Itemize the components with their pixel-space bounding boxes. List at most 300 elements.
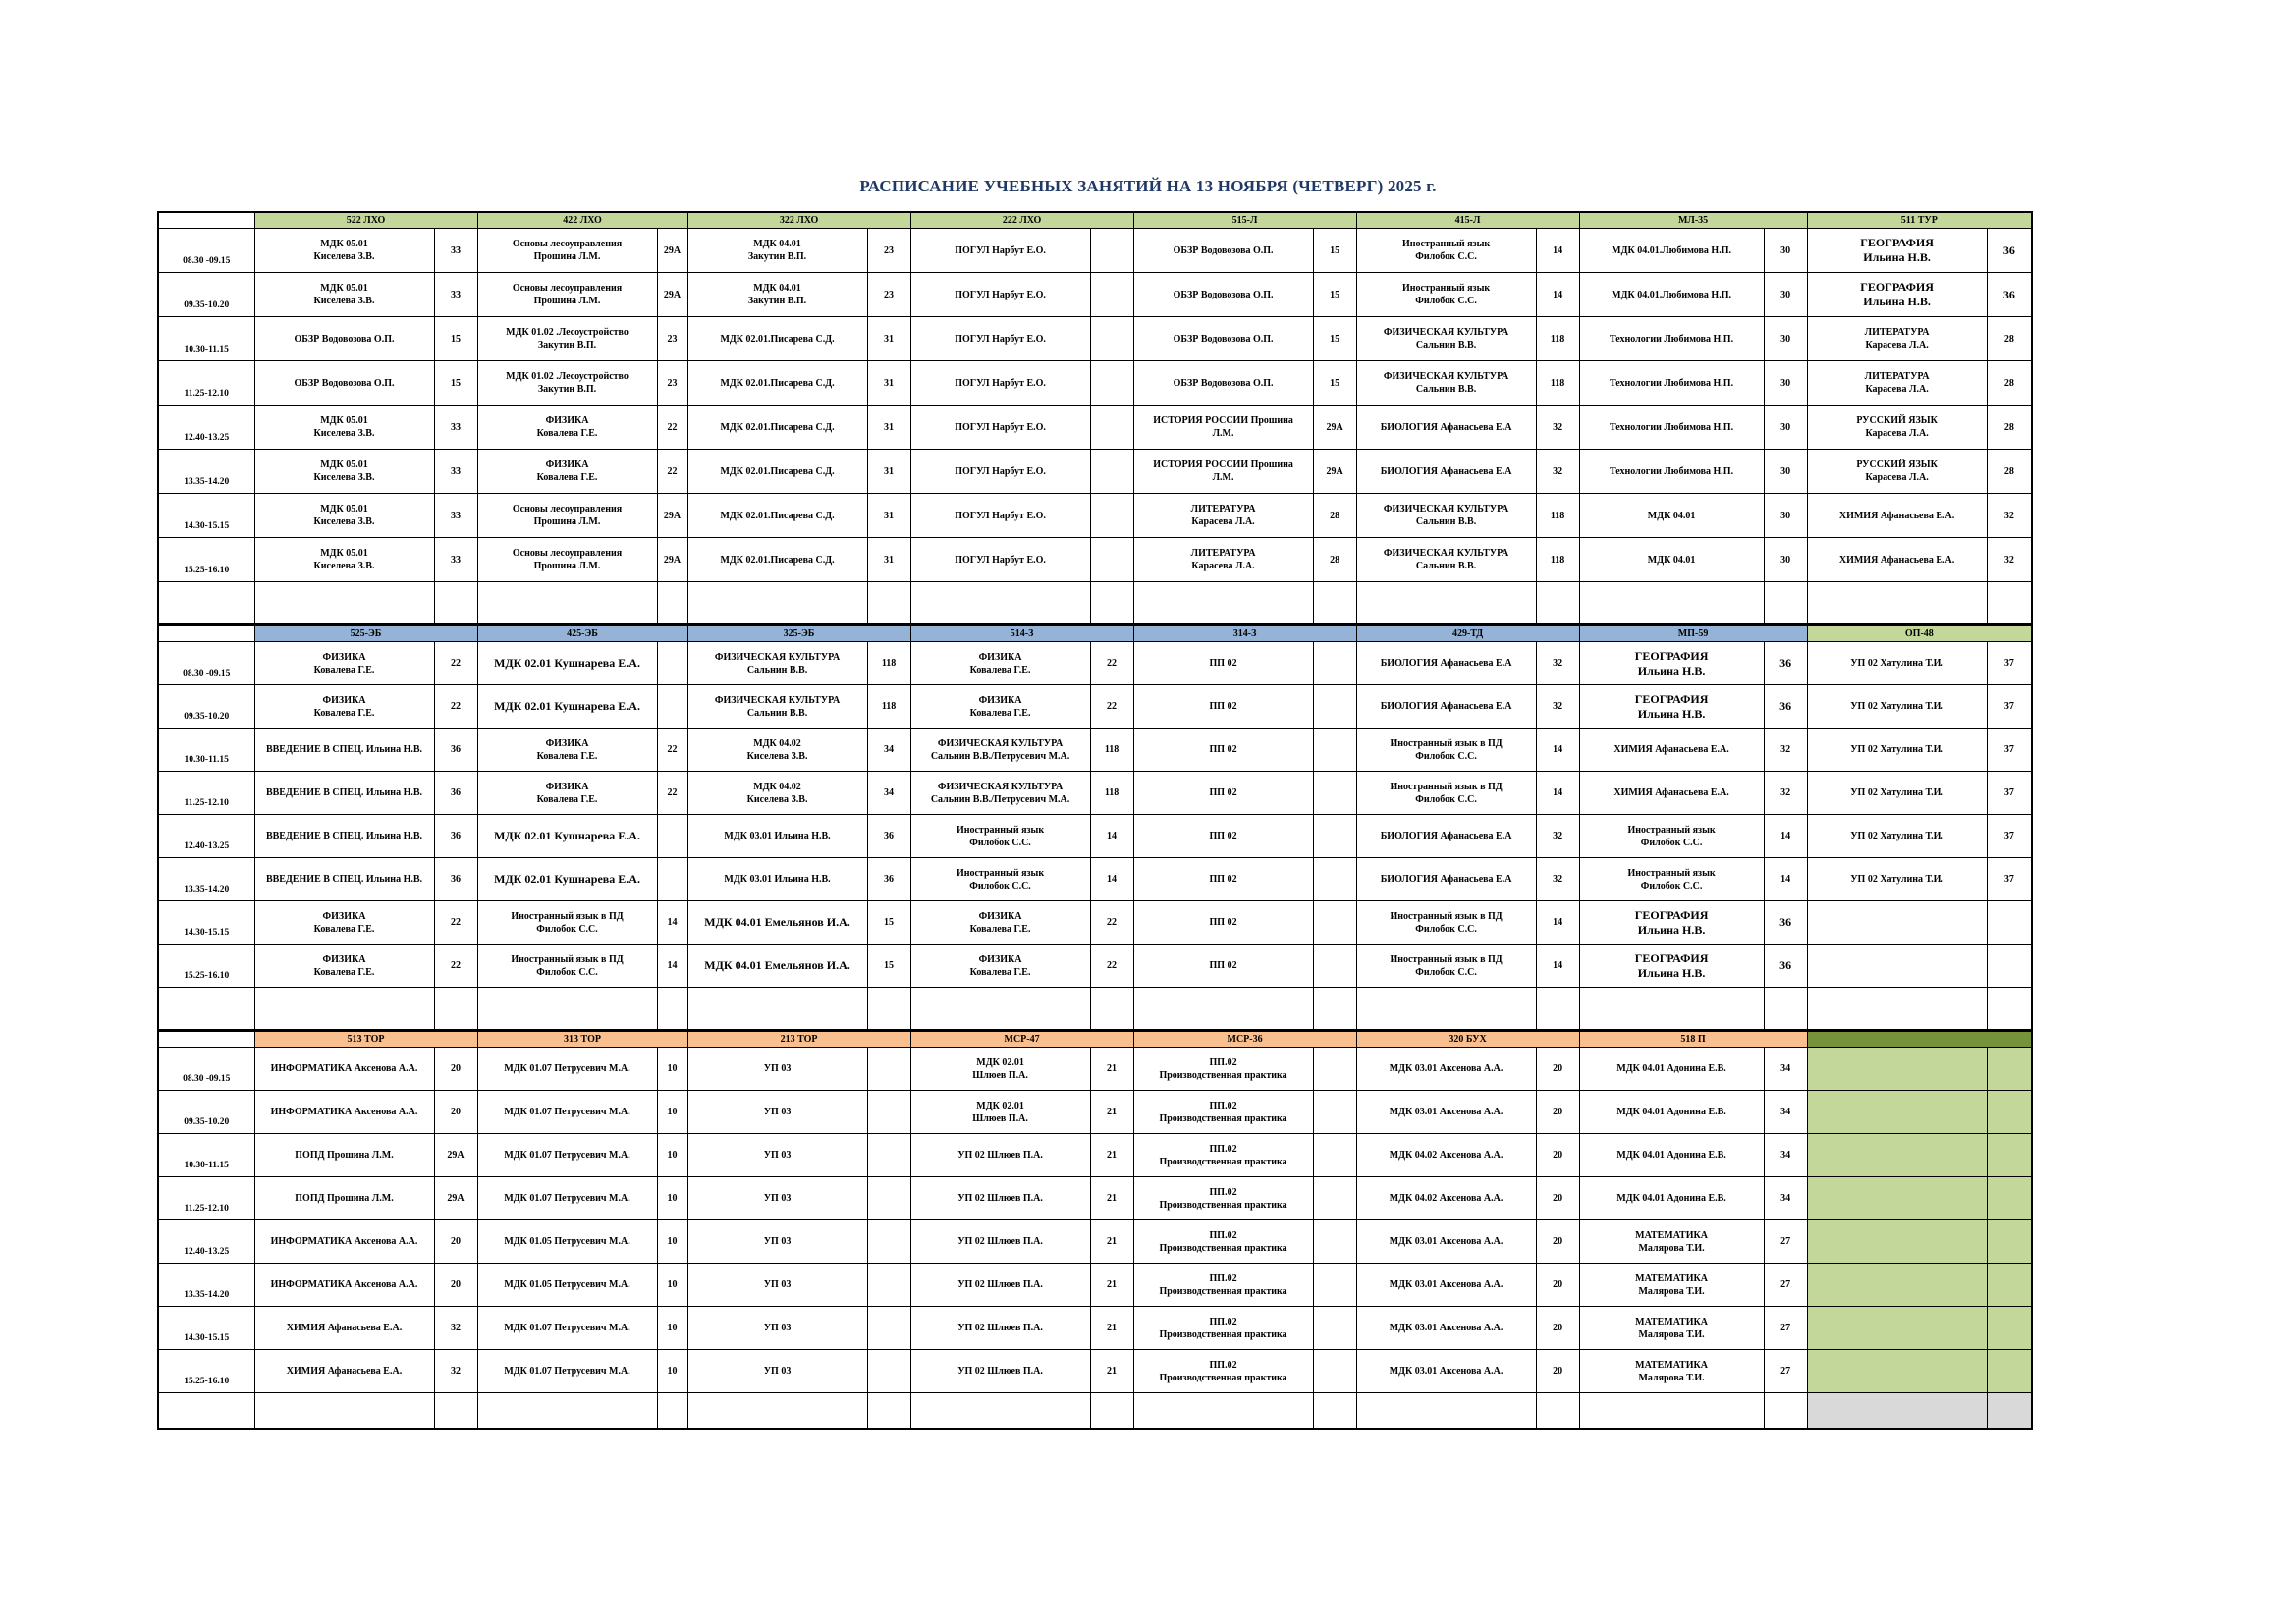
lesson-cell: ИСТОРИЯ РОССИИ Прошина Л.М. [1133, 450, 1313, 494]
lesson-cell: ВВЕДЕНИЕ В СПЕЦ. Ильина Н.В. [254, 858, 434, 901]
room-number: 31 [867, 361, 910, 406]
room-number [1313, 1091, 1356, 1134]
lesson-cell: МДК 04.02 Киселева З.В. [687, 772, 867, 815]
lesson-cell: МДК 03.01 Аксенова А.А. [1356, 1048, 1536, 1091]
room-number: 33 [434, 273, 477, 317]
time-slot: 11.25-12.10 [158, 361, 254, 406]
lesson-cell: МДК 04.02 Киселева З.В. [687, 729, 867, 772]
room-number: 21 [1090, 1220, 1133, 1264]
empty-cell [1313, 1393, 1356, 1429]
lesson-cell: ПП 02 [1133, 642, 1313, 685]
lesson-cell: МДК 04.02 Аксенова А.А. [1356, 1177, 1536, 1220]
room-number: 23 [657, 361, 687, 406]
empty-cell [158, 582, 254, 625]
room-number: 30 [1764, 538, 1807, 582]
room-number: 14 [1536, 229, 1579, 273]
group-name: МСР-36 [1133, 1031, 1356, 1048]
lesson-cell: ФИЗИКА Ковалева Г.Е. [910, 685, 1090, 729]
empty-cell [1356, 1393, 1536, 1429]
room-number: 15 [1313, 361, 1356, 406]
group-name: 514-З [910, 625, 1133, 642]
room-number: 32 [1536, 685, 1579, 729]
lesson-row [158, 361, 2032, 406]
empty-cell [910, 1393, 1090, 1429]
room-number: 29А [434, 1134, 477, 1177]
room-number [1313, 1134, 1356, 1177]
lesson-cell: ПП.02 Производственная практика [1133, 1048, 1313, 1091]
room-number: 32 [1987, 494, 2032, 538]
lesson-cell: МДК 01.07 Петрусевич М.А. [477, 1350, 657, 1393]
room-number: 118 [1536, 538, 1579, 582]
empty-cell [1313, 582, 1356, 625]
room-number: 22 [1090, 642, 1133, 685]
lesson-cell [1807, 1264, 1987, 1307]
room-number: 14 [1090, 858, 1133, 901]
lesson-cell: МАТЕМАТИКА Малярова Т.И. [1579, 1220, 1764, 1264]
lesson-cell: БИОЛОГИЯ Афанасьева Е.А [1356, 815, 1536, 858]
lesson-cell [1807, 1091, 1987, 1134]
lesson-cell: МДК 04.01 Закутин В.П. [687, 273, 867, 317]
lesson-cell: ФИЗИКА Ковалева Г.Е. [254, 685, 434, 729]
room-number [1313, 772, 1356, 815]
lesson-cell: ФИЗИКА Ковалева Г.Е. [477, 772, 657, 815]
lesson-cell: ПП.02 Производственная практика [1133, 1177, 1313, 1220]
lesson-cell [1807, 945, 1987, 988]
lesson-cell: МДК 02.01 Кушнарева Е.А. [477, 642, 657, 685]
room-number: 20 [1536, 1134, 1579, 1177]
lesson-cell: ФИЗИКА Ковалева Г.Е. [910, 642, 1090, 685]
room-number: 30 [1764, 317, 1807, 361]
room-number: 36 [434, 858, 477, 901]
lesson-cell: МДК 01.07 Петрусевич М.А. [477, 1177, 657, 1220]
room-number: 34 [1764, 1134, 1807, 1177]
lesson-cell: ОБЗР Водовозова О.П. [254, 317, 434, 361]
room-number: 118 [1536, 361, 1579, 406]
room-number: 30 [1764, 273, 1807, 317]
lesson-cell: Иностранный язык Филобок С.С. [910, 858, 1090, 901]
time-slot: 09.35-10.20 [158, 273, 254, 317]
empty-cell [687, 988, 867, 1031]
lesson-cell [1807, 1048, 1987, 1091]
room-number: 15 [434, 361, 477, 406]
lesson-cell: ФИЗИКА Ковалева Г.Е. [477, 450, 657, 494]
room-number: 22 [434, 901, 477, 945]
room-number: 14 [1536, 729, 1579, 772]
room-number: 118 [1536, 317, 1579, 361]
lesson-cell: УП 02 Шлюев П.А. [910, 1264, 1090, 1307]
room-number: 118 [1090, 772, 1133, 815]
lesson-cell: ФИЗИКА Ковалева Г.Е. [477, 729, 657, 772]
lesson-cell: МДК 05.01 Киселева З.В. [254, 538, 434, 582]
lesson-cell: ФИЗИЧЕСКАЯ КУЛЬТУРА Сальнин В.В./Петрусевич М.А. [910, 729, 1090, 772]
lesson-cell: ОБЗР Водовозова О.П. [1133, 317, 1313, 361]
group-name: 525-ЭБ [254, 625, 477, 642]
lesson-row [158, 1220, 2032, 1264]
lesson-cell: УП 02 Хатулина Т.И. [1807, 815, 1987, 858]
lesson-cell: ФИЗИЧЕСКАЯ КУЛЬТУРА Сальнин В.В. [687, 685, 867, 729]
time-slot: 14.30-15.15 [158, 1307, 254, 1350]
lesson-cell: ПП 02 [1133, 685, 1313, 729]
lesson-cell: ФИЗИКА Ковалева Г.Е. [910, 945, 1090, 988]
lesson-cell: МДК 03.01 Аксенова А.А. [1356, 1350, 1536, 1393]
lesson-cell: ХИМИЯ Афанасьева Е.А. [254, 1307, 434, 1350]
lesson-cell: ФИЗИЧЕСКАЯ КУЛЬТУРА Сальнин В.В. [1356, 361, 1536, 406]
lesson-cell: МДК 04.01 Емельянов И.А. [687, 901, 867, 945]
time-slot: 10.30-11.15 [158, 1134, 254, 1177]
room-number: 14 [1536, 945, 1579, 988]
room-number: 36 [1987, 229, 2032, 273]
lesson-cell: МДК 02.01 Шлюев П.А. [910, 1091, 1090, 1134]
time-slot: 10.30-11.15 [158, 729, 254, 772]
lesson-cell: МДК 04.01 [1579, 538, 1764, 582]
empty-cell [254, 988, 434, 1031]
room-number: 14 [1536, 772, 1579, 815]
time-slot: 15.25-16.10 [158, 945, 254, 988]
lesson-cell: ПП 02 [1133, 815, 1313, 858]
lesson-row [158, 1091, 2032, 1134]
lesson-cell: ПП 02 [1133, 729, 1313, 772]
room-number: 14 [657, 901, 687, 945]
empty-cell [687, 1393, 867, 1429]
room-number: 20 [434, 1091, 477, 1134]
lesson-cell: ОБЗР Водовозова О.П. [254, 361, 434, 406]
lesson-cell: ИНФОРМАТИКА Аксенова А.А. [254, 1264, 434, 1307]
room-number: 22 [1090, 685, 1133, 729]
room-number: 31 [867, 450, 910, 494]
lesson-row [158, 642, 2032, 685]
room-number: 37 [1987, 858, 2032, 901]
room-number: 22 [434, 945, 477, 988]
schedule-table [157, 211, 2033, 1430]
group-header-row [158, 625, 2032, 642]
time-slot: 11.25-12.10 [158, 772, 254, 815]
lesson-row [158, 901, 2032, 945]
lesson-cell: Основы лесоуправления Прошина Л.М. [477, 229, 657, 273]
room-number: 29А [657, 273, 687, 317]
group-name: ОП-48 [1807, 625, 2032, 642]
room-number [1313, 858, 1356, 901]
room-number: 34 [1764, 1091, 1807, 1134]
lesson-cell: ФИЗИЧЕСКАЯ КУЛЬТУРА Сальнин В.В. [1356, 317, 1536, 361]
lesson-cell: БИОЛОГИЯ Афанасьева Е.А [1356, 858, 1536, 901]
group-name: 518 П [1579, 1031, 1807, 1048]
room-number: 118 [1090, 729, 1133, 772]
room-number: 37 [1987, 729, 2032, 772]
time-slot: 12.40-13.25 [158, 406, 254, 450]
lesson-row [158, 945, 2032, 988]
empty-cell [1764, 582, 1807, 625]
lesson-cell: МДК 03.01 Аксенова А.А. [1356, 1264, 1536, 1307]
room-number: 36 [1764, 901, 1807, 945]
lesson-cell: ЛИТЕРАТУРА Карасева Л.А. [1807, 361, 1987, 406]
lesson-cell: УП 02 Шлюев П.А. [910, 1350, 1090, 1393]
room-number: 21 [1090, 1264, 1133, 1307]
room-number: 118 [867, 642, 910, 685]
room-number [657, 642, 687, 685]
room-number: 21 [1090, 1177, 1133, 1220]
room-number: 29А [434, 1177, 477, 1220]
room-number [1313, 815, 1356, 858]
room-number: 30 [1764, 361, 1807, 406]
empty-cell [1313, 988, 1356, 1031]
lesson-cell [1807, 1177, 1987, 1220]
lesson-cell: Технологии Любимова Н.П. [1579, 317, 1764, 361]
lesson-cell: Иностранный язык в ПД Филобок С.С. [477, 901, 657, 945]
room-number: 22 [657, 450, 687, 494]
room-number [1090, 361, 1133, 406]
empty-cell [867, 988, 910, 1031]
lesson-cell: УП 02 Хатулина Т.И. [1807, 858, 1987, 901]
lesson-cell: МДК 03.01 Аксенова А.А. [1356, 1220, 1536, 1264]
room-number: 14 [1536, 273, 1579, 317]
time-slot: 14.30-15.15 [158, 901, 254, 945]
room-number [1313, 1307, 1356, 1350]
lesson-cell: ИНФОРМАТИКА Аксенова А.А. [254, 1220, 434, 1264]
room-number [1313, 1048, 1356, 1091]
lesson-cell: БИОЛОГИЯ Афанасьева Е.А [1356, 642, 1536, 685]
lesson-cell: МАТЕМАТИКА Малярова Т.И. [1579, 1264, 1764, 1307]
group-name: 415-Л [1356, 212, 1579, 229]
empty-row [158, 988, 2032, 1031]
empty-cell [1807, 1393, 1987, 1429]
room-number: 27 [1764, 1220, 1807, 1264]
lesson-cell: УП 02 Хатулина Т.И. [1807, 685, 1987, 729]
lesson-row [158, 1350, 2032, 1393]
room-number: 23 [867, 229, 910, 273]
room-number [1987, 901, 2032, 945]
lesson-cell: ПОПД Прошина Л.М. [254, 1134, 434, 1177]
empty-cell [1807, 582, 1987, 625]
lesson-cell: УП 03 [687, 1264, 867, 1307]
empty-cell [1133, 988, 1313, 1031]
time-header-cell [158, 212, 254, 229]
lesson-cell: МДК 01.02 .Лесоустройство Закутин В.П. [477, 361, 657, 406]
lesson-cell: Иностранный язык Филобок С.С. [1356, 229, 1536, 273]
room-number [1987, 1134, 2032, 1177]
lesson-cell: ГЕОГРАФИЯ Ильина Н.В. [1807, 273, 1987, 317]
empty-cell [477, 582, 657, 625]
lesson-cell: ЛИТЕРАТУРА Карасева Л.А. [1133, 494, 1313, 538]
lesson-cell: Иностранный язык Филобок С.С. [1579, 815, 1764, 858]
group-name: 425-ЭБ [477, 625, 687, 642]
lesson-cell: Иностранный язык в ПД Филобок С.С. [1356, 945, 1536, 988]
empty-cell [158, 1393, 254, 1429]
empty-cell [1764, 988, 1807, 1031]
lesson-cell: УП 02 Шлюев П.А. [910, 1307, 1090, 1350]
room-number: 21 [1090, 1134, 1133, 1177]
lesson-row [158, 229, 2032, 273]
empty-row [158, 582, 2032, 625]
room-number [1090, 450, 1133, 494]
lesson-cell: ФИЗИЧЕСКАЯ КУЛЬТУРА Сальнин В.В. [1356, 494, 1536, 538]
room-number [1313, 1350, 1356, 1393]
room-number: 10 [657, 1134, 687, 1177]
group-name: 322 ЛХО [687, 212, 910, 229]
lesson-cell: ХИМИЯ Афанасьева Е.А. [254, 1350, 434, 1393]
room-number: 36 [1764, 685, 1807, 729]
empty-cell [1356, 582, 1536, 625]
empty-cell [1987, 582, 2032, 625]
lesson-cell: ФИЗИКА Ковалева Г.Е. [254, 642, 434, 685]
room-number: 36 [1987, 273, 2032, 317]
room-number [1090, 317, 1133, 361]
lesson-row [158, 1177, 2032, 1220]
lesson-cell: ФИЗИКА Ковалева Г.Е. [910, 901, 1090, 945]
lesson-cell: ГЕОГРАФИЯ Ильина Н.В. [1579, 945, 1764, 988]
room-number [1090, 229, 1133, 273]
lesson-cell: МДК 02.01 Кушнарева Е.А. [477, 815, 657, 858]
lesson-cell: ГЕОГРАФИЯ Ильина Н.В. [1579, 642, 1764, 685]
lesson-cell: УП 02 Шлюев П.А. [910, 1134, 1090, 1177]
lesson-cell: МДК 01.07 Петрусевич М.А. [477, 1307, 657, 1350]
lesson-cell: РУССКИЙ ЯЗЫК Карасева Л.А. [1807, 406, 1987, 450]
empty-cell [1579, 582, 1764, 625]
lesson-cell: УП 03 [687, 1177, 867, 1220]
lesson-cell: ВВЕДЕНИЕ В СПЕЦ. Ильина Н.В. [254, 772, 434, 815]
room-number [1987, 1048, 2032, 1091]
room-number: 28 [1987, 406, 2032, 450]
lesson-row [158, 858, 2032, 901]
room-number: 10 [657, 1307, 687, 1350]
lesson-cell: ПП.02 Производственная практика [1133, 1307, 1313, 1350]
room-number [1987, 1220, 2032, 1264]
room-number: 21 [1090, 1350, 1133, 1393]
lesson-cell: МДК 03.01 Ильина Н.В. [687, 815, 867, 858]
lesson-cell: УП 03 [687, 1220, 867, 1264]
lesson-cell: МДК 05.01 Киселева З.В. [254, 450, 434, 494]
room-number: 10 [657, 1264, 687, 1307]
lesson-cell: МДК 02.01 Кушнарева Е.А. [477, 858, 657, 901]
room-number: 22 [657, 772, 687, 815]
room-number [867, 1350, 910, 1393]
room-number: 32 [1536, 642, 1579, 685]
lesson-cell: МДК 01.02 .Лесоустройство Закутин В.П. [477, 317, 657, 361]
lesson-cell: ПОГУЛ Нарбут Е.О. [910, 317, 1090, 361]
lesson-cell: УП 02 Шлюев П.А. [910, 1220, 1090, 1264]
lesson-cell: МАТЕМАТИКА Малярова Т.И. [1579, 1350, 1764, 1393]
lesson-cell: УП 02 Шлюев П.А. [910, 1177, 1090, 1220]
lesson-cell: ОБЗР Водовозова О.П. [1133, 361, 1313, 406]
time-slot: 08.30 -09.15 [158, 642, 254, 685]
room-number: 20 [1536, 1350, 1579, 1393]
lesson-cell: ПОГУЛ Нарбут Е.О. [910, 273, 1090, 317]
room-number: 36 [1764, 945, 1807, 988]
room-number: 36 [434, 729, 477, 772]
room-number: 34 [1764, 1048, 1807, 1091]
empty-cell [910, 582, 1090, 625]
lesson-cell: МДК 04.01.Любимова Н.П. [1579, 273, 1764, 317]
lesson-cell: БИОЛОГИЯ Афанасьева Е.А [1356, 450, 1536, 494]
room-number [1313, 1264, 1356, 1307]
room-number: 36 [867, 815, 910, 858]
room-number: 30 [1764, 450, 1807, 494]
room-number [1987, 945, 2032, 988]
lesson-cell: ГЕОГРАФИЯ Ильина Н.В. [1807, 229, 1987, 273]
room-number: 28 [1987, 450, 2032, 494]
room-number: 30 [1764, 494, 1807, 538]
lesson-cell: МДК 04.01 Закутин В.П. [687, 229, 867, 273]
room-number: 34 [1764, 1177, 1807, 1220]
lesson-cell: УП 03 [687, 1048, 867, 1091]
group-name: 222 ЛХО [910, 212, 1133, 229]
lesson-cell: МДК 03.01 Аксенова А.А. [1356, 1307, 1536, 1350]
room-number: 27 [1764, 1350, 1807, 1393]
empty-cell [657, 1393, 687, 1429]
lesson-cell: МДК 05.01 Киселева З.В. [254, 494, 434, 538]
empty-cell [158, 988, 254, 1031]
empty-cell [254, 1393, 434, 1429]
room-number: 22 [434, 685, 477, 729]
lesson-cell: ИНФОРМАТИКА Аксенова А.А. [254, 1048, 434, 1091]
room-number: 23 [657, 317, 687, 361]
group-name: МЛ-35 [1579, 212, 1807, 229]
lesson-cell [1807, 1220, 1987, 1264]
room-number [657, 685, 687, 729]
room-number: 21 [1090, 1048, 1133, 1091]
room-number: 33 [434, 229, 477, 273]
lesson-cell: МДК 05.01 Киселева З.В. [254, 406, 434, 450]
room-number: 29А [657, 229, 687, 273]
empty-cell [254, 582, 434, 625]
lesson-cell: ФИЗИЧЕСКАЯ КУЛЬТУРА Сальнин В.В. [1356, 538, 1536, 582]
empty-cell [867, 1393, 910, 1429]
group-name: 522 ЛХО [254, 212, 477, 229]
group-name: МСР-47 [910, 1031, 1133, 1048]
room-number: 15 [1313, 229, 1356, 273]
room-number: 10 [657, 1091, 687, 1134]
lesson-cell: Основы лесоуправления Прошина Л.М. [477, 273, 657, 317]
lesson-cell: ПОГУЛ Нарбут Е.О. [910, 361, 1090, 406]
group-name: МП-59 [1579, 625, 1807, 642]
empty-cell [657, 988, 687, 1031]
room-number: 15 [867, 945, 910, 988]
time-header-cell [158, 1031, 254, 1048]
lesson-cell: РУССКИЙ ЯЗЫК Карасева Л.А. [1807, 450, 1987, 494]
group-name: 422 ЛХО [477, 212, 687, 229]
room-number: 10 [657, 1048, 687, 1091]
room-number: 28 [1987, 317, 2032, 361]
time-slot: 11.25-12.10 [158, 1177, 254, 1220]
room-number: 20 [1536, 1264, 1579, 1307]
room-number: 23 [867, 273, 910, 317]
room-number: 32 [434, 1350, 477, 1393]
room-number: 37 [1987, 815, 2032, 858]
lesson-cell: МДК 04.01 Емельянов И.А. [687, 945, 867, 988]
room-number: 33 [434, 538, 477, 582]
time-slot: 13.35-14.20 [158, 858, 254, 901]
room-number: 22 [657, 729, 687, 772]
lesson-cell: УП 03 [687, 1307, 867, 1350]
room-number: 28 [1313, 538, 1356, 582]
lesson-cell: УП 03 [687, 1091, 867, 1134]
lesson-row [158, 273, 2032, 317]
lesson-cell: БИОЛОГИЯ Афанасьева Е.А [1356, 685, 1536, 729]
group-name [1807, 1031, 2032, 1048]
lesson-cell: ПП 02 [1133, 945, 1313, 988]
lesson-cell: ГЕОГРАФИЯ Ильина Н.В. [1579, 901, 1764, 945]
room-number [1313, 901, 1356, 945]
room-number [1987, 1264, 2032, 1307]
room-number: 15 [434, 317, 477, 361]
group-name: 513 ТОР [254, 1031, 477, 1048]
lesson-cell: МДК 01.07 Петрусевич М.А. [477, 1048, 657, 1091]
room-number: 10 [657, 1350, 687, 1393]
lesson-cell: ЛИТЕРАТУРА Карасева Л.А. [1807, 317, 1987, 361]
empty-cell [1807, 988, 1987, 1031]
room-number: 27 [1764, 1307, 1807, 1350]
time-slot: 12.40-13.25 [158, 1220, 254, 1264]
lesson-cell [1807, 1134, 1987, 1177]
